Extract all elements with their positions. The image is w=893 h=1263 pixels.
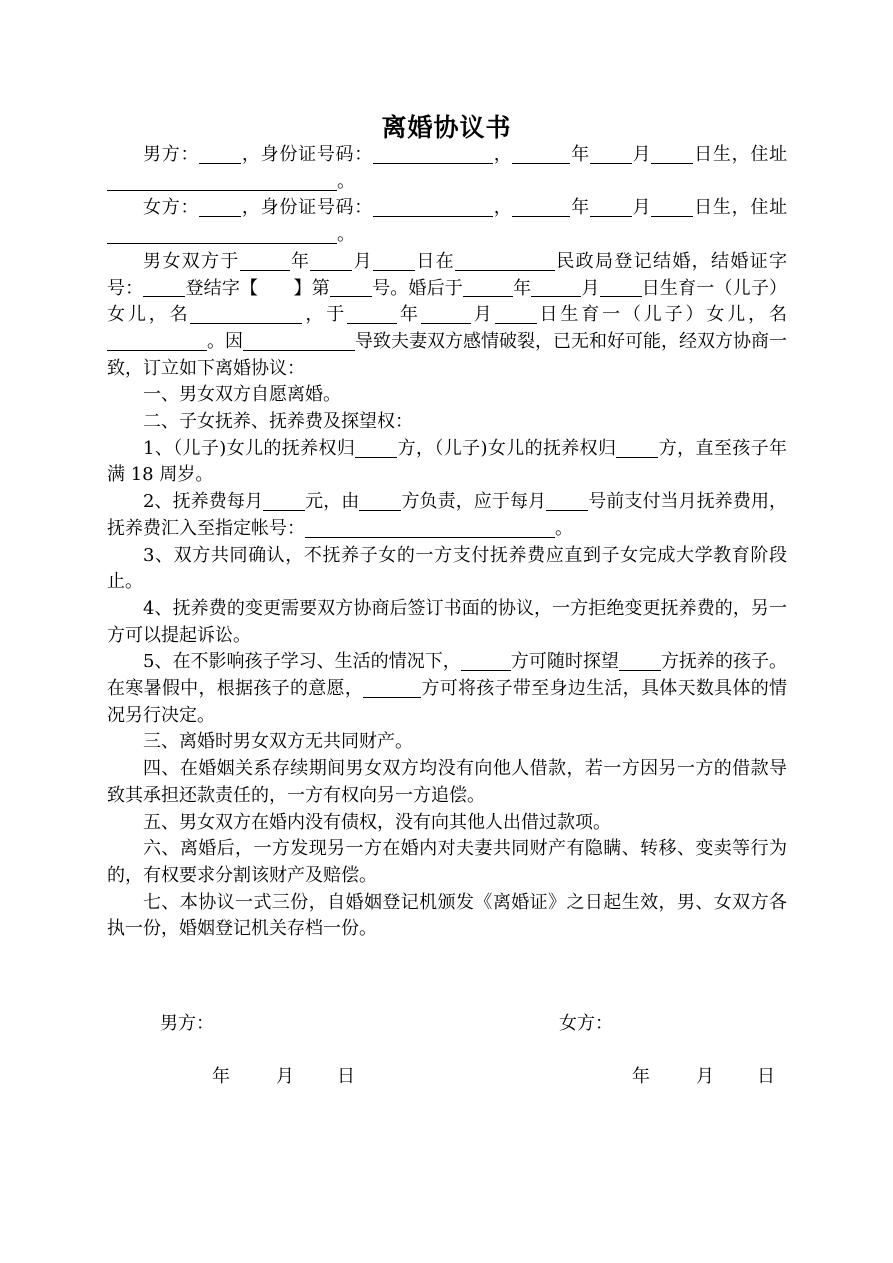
man-name-blank[interactable]: [199, 144, 241, 164]
woman-signature-label: 女方：: [559, 1013, 613, 1034]
woman-id-blank[interactable]: [373, 197, 493, 217]
support-date-blank[interactable]: [546, 491, 588, 511]
woman-info: 女方： ，身份证号码： ， 年 月 日生，住址。: [107, 195, 787, 248]
agreement-body: [107, 142, 787, 943]
child2-name-blank[interactable]: [107, 331, 207, 351]
child1-day-blank[interactable]: [600, 278, 642, 298]
man-year-blank[interactable]: [512, 144, 570, 164]
clause-1: 一、男女双方自愿离婚。: [143, 384, 341, 406]
divorce-reason-blank[interactable]: [243, 331, 355, 351]
man-date: [212, 1062, 355, 1088]
woman-date-day: 日: [757, 1066, 775, 1087]
clause-7: 七、本协议一式三份，自婚姻登记机颁发《离婚证》之日起生效，男、女双方各执一份，婚姻登记机关存档一份。: [107, 891, 787, 940]
support-amount-blank[interactable]: [263, 491, 305, 511]
registry-blank[interactable]: [455, 251, 555, 271]
clause-4: 四、在婚姻关系存续期间男女双方均没有向他人借款，若一方因另一方的借款导致其承担还款责任的，一方有权向另一方追偿。: [107, 758, 787, 806]
clause-2-5: 5、在不影响孩子学习、生活的情况下， 方可随时探望 方抚养的孩子。在寒暑假中，根据孩子的意愿， 方可将孩子带至身边生活，具体天数具体的情况另行决定。: [107, 651, 788, 726]
account-blank[interactable]: [305, 518, 555, 538]
man-id-blank[interactable]: [373, 144, 493, 164]
woman-day-blank[interactable]: [651, 197, 693, 217]
marriage-info: 男女双方于 年 月 日在 民政局登记结婚，结婚证字号： 登结字【 】第 号。婚后于 年 月 日生育一（儿子）女儿，名 ，于 年 月 日生育一（儿子）女儿，名。因 导致夫妻双方感情破裂，已无和好可能，经双方协商一致，订立如下离婚协议：: [107, 250, 788, 379]
clause-2-4: 4、抚养费的变更需要双方协商后签订书面的协议，一方拒绝变更抚养费的，另一方可以提起诉讼。: [107, 597, 787, 646]
clause-6: 六、离婚后，一方发现另一方在婚内对夫妻共同财产有隐瞒、转移、变卖等行为的，有权要求分割该财产及赔偿。: [107, 838, 787, 886]
child2-year-blank[interactable]: [347, 304, 397, 324]
man-info: 男方： ，身份证号码： ， 年 月 日生，住址。: [107, 142, 787, 195]
woman-date-month: 月: [696, 1066, 714, 1087]
man-address-blank[interactable]: [107, 171, 337, 191]
man-date-day: 日: [337, 1066, 355, 1087]
woman-name-blank[interactable]: [199, 197, 241, 217]
woman-month-blank[interactable]: [590, 197, 632, 217]
man-day-blank[interactable]: [651, 144, 693, 164]
cert-number-blank[interactable]: [330, 278, 372, 298]
man-month-blank[interactable]: [590, 144, 632, 164]
support-payer-blank[interactable]: [359, 491, 401, 511]
man-signature-label: 男方：: [160, 1013, 214, 1034]
clause-5: 五、男女双方在婚内没有债权，没有向其他人出借过款项。: [143, 811, 611, 833]
marriage-month-blank[interactable]: [310, 251, 352, 271]
child2-day-blank[interactable]: [495, 304, 537, 324]
woman-date: [632, 1062, 775, 1088]
document-title: 离婚协议书: [381, 113, 512, 142]
marriage-year-blank[interactable]: [240, 251, 290, 271]
custodian-blank[interactable]: [619, 651, 661, 671]
custody1-blank[interactable]: [355, 438, 397, 458]
man-date-year: 年: [212, 1066, 230, 1087]
child1-year-blank[interactable]: [463, 278, 513, 298]
man-date-month: 月: [276, 1066, 294, 1087]
custody2-blank[interactable]: [616, 438, 658, 458]
child1-name-blank[interactable]: [190, 304, 302, 324]
holiday-party-blank[interactable]: [363, 678, 421, 698]
clause-2: 二、子女抚养、抚养费及探望权：: [143, 411, 413, 433]
clause-2-1: 1、（儿子)女儿的抚养权归 方，（儿子)女儿的抚养权归 方，直至孩子年满 18 周岁。: [107, 437, 787, 486]
clause-2-2: 2、抚养费每月 元，由 方负责，应于每月 号前支付当月抚养费用，抚养费汇入至指定帐号： 。: [107, 491, 788, 539]
child2-month-blank[interactable]: [421, 304, 471, 324]
clause-3: 三、离婚时男女双方无共同财产。: [143, 731, 413, 753]
woman-year-blank[interactable]: [512, 197, 570, 217]
visitor-blank[interactable]: [461, 651, 511, 671]
clause-2-3: 3、双方共同确认，不抚养子女的一方支付抚养费应直到子女完成大学教育阶段止。: [107, 544, 787, 593]
marriage-day-blank[interactable]: [373, 251, 415, 271]
woman-date-year: 年: [632, 1066, 650, 1087]
woman-address-blank[interactable]: [107, 224, 337, 244]
cert-prefix-blank[interactable]: [143, 278, 185, 298]
child1-month-blank[interactable]: [531, 278, 581, 298]
